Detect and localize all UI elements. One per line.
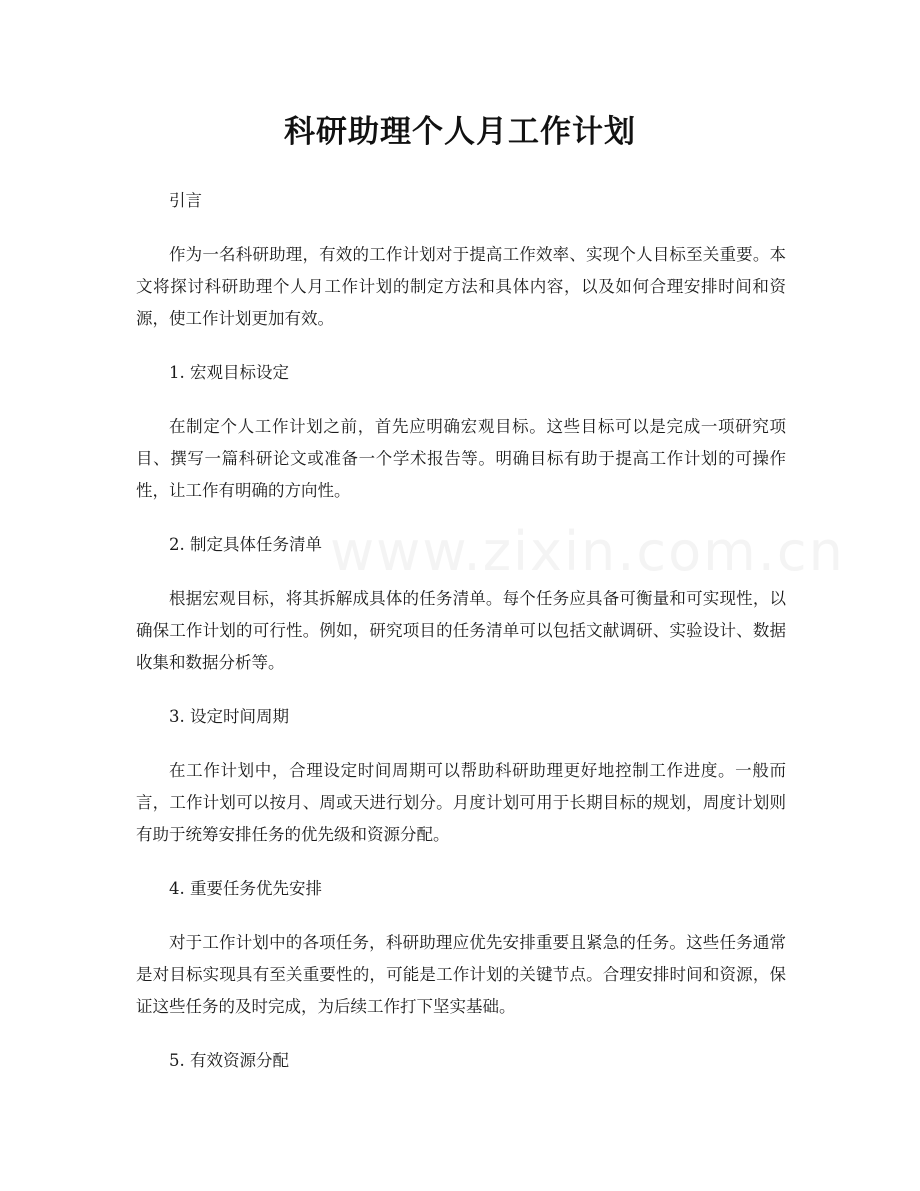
- document-title: 科研助理个人月工作计划: [284, 114, 636, 150]
- section-heading-3: 3. 设定时间周期: [169, 707, 289, 726]
- paragraph-4: 对于工作计划中的各项任务，科研助理应优先安排重要且紧急的任务。这些任务通常是对目标实现具有至关重要性的，可能是工作计划的关键节点。合理安排时间和资源，保证这些任务的及时完成，为后续工作打下坚实基础。: [136, 933, 786, 1016]
- paragraph-1: 在制定个人工作计划之前，首先应明确宏观目标。这些目标可以是完成一项研究项目、撰写一篇科研论文或准备一个学术报告等。明确目标有助于提高工作计划的可操作性，让工作有明确的方向性。: [136, 417, 786, 500]
- paragraph-3: 在工作计划中，合理设定时间周期可以帮助科研助理更好地控制工作进度。一般而言，工作计划可以按月、周或天进行划分。月度计划可用于长期目标的规划，周度计划则有助于统筹安排任务的优先级和资源分配。: [136, 761, 786, 844]
- section-heading-4: 4. 重要任务优先安排: [169, 879, 322, 898]
- section-heading-2: 2. 制定具体任务清单: [169, 535, 322, 554]
- section-heading-5: 5. 有效资源分配: [169, 1051, 289, 1070]
- section-heading-1: 1. 宏观目标设定: [169, 363, 289, 382]
- paragraph-2: 根据宏观目标，将其拆解成具体的任务清单。每个任务应具备可衡量和可实现性，以确保工作计划的可行性。例如，研究项目的任务清单可以包括文献调研、实验设计、数据收集和数据分析等。: [136, 589, 786, 672]
- section-heading-intro: 引言: [169, 191, 202, 210]
- watermark-text: www.zixin.com.cn: [330, 520, 845, 583]
- document-body: [136, 186, 786, 1099]
- paragraph-intro: 作为一名科研助理，有效的工作计划对于提高工作效率、实现个人目标至关重要。本文将探讨科研助理个人月工作计划的制定方法和具体内容，以及如何合理安排时间和资源，使工作计划更加有效。: [136, 245, 786, 328]
